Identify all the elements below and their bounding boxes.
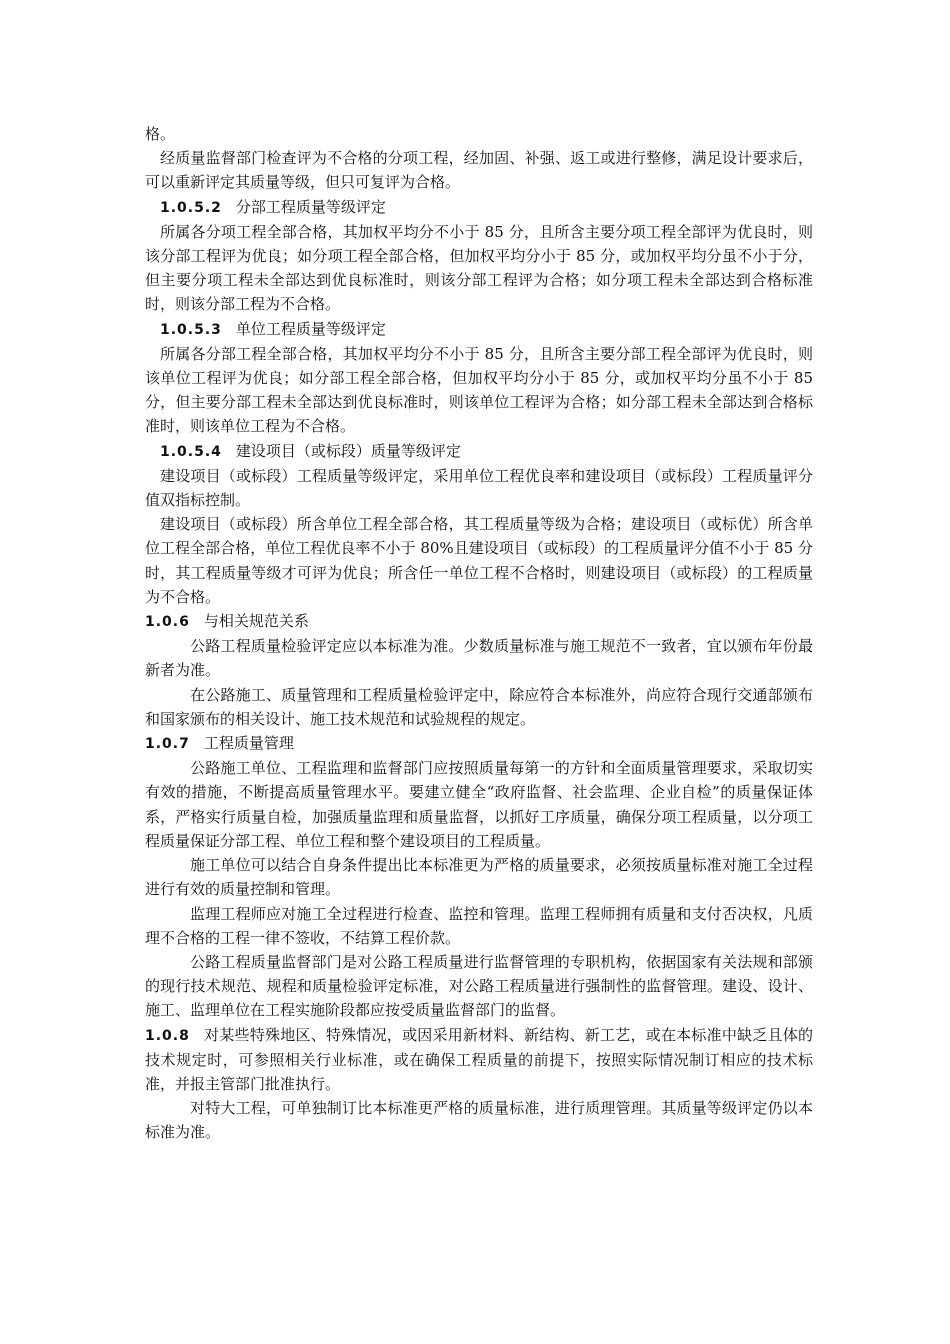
body-paragraph: 在公路施工、质量管理和工程质量检验评定中，除应符合本标准外，尚应符合现行交通部颁布和国家颁布的相关设计、施工技术规范和试验规程的规定。 <box>145 685 813 728</box>
body-paragraph: 所属各分部工程全部合格，其加权平均分不小于 85 分，且所含主要分部工程全部评为优良时，则该单位工程评为优良；如分部工程全部合格，但加权平均分小于 85 分，或加权平均分虽不小于 85 分，但主要分部工程未全部达到优良标准时，则该单位工程评为合格；如分部工程未全部达到合格标准时，则该单位工程为不合格。 <box>145 344 813 436</box>
body-paragraph: 公路施工单位、工程监理和监督部门应按照质量每第一的方针和全面质量管理要求，采取切实有效的措施，不断提高质量管理水平。要建立健全“政府监督、社会监理、企业自检”的质量保证体系，严格实行质量自检，加强质量监理和质量监督，以抓好工序质量，确保分项工程质量，以分项工程质量保证分部工程、单位工程和整个建设项目的工程质量。 <box>145 759 813 850</box>
section-title: 单位工程质量等级评定 <box>235 319 386 338</box>
section-number: 1.0.6 <box>145 614 190 631</box>
section-heading <box>145 195 813 220</box>
section-number: 1.0.5.2 <box>160 199 222 216</box>
section-heading <box>145 731 813 756</box>
section-heading <box>145 609 813 634</box>
body-paragraph: 经质量监督部门检查评为不合格的分项工程，经加固、补强、返工或进行整修，满足设计要求后，可以重新评定其质量等级，但只可复评为合格。 <box>145 149 813 192</box>
section-text: 对某些特殊地区、特殊情况，或因采用新材料、新结构、新工艺，或在本标准中缺乏且体的技术规定时，可参照相关行业标准，或在确保工程质量的前提下，按照实际情况制订相应的技术标准，并报主管部门批准执行。 <box>145 1025 813 1093</box>
section-number: 1.0.5.3 <box>160 321 222 338</box>
body-paragraph: 公路工程质量监督部门是对公路工程质量进行监督管理的专职机构，依据国家有关法规和部颁的现行技术规范、规程和质量检验评定标准，对公路工程质量进行强制性的监督管理。建设、设计、施工、监理单位在工程实施阶段都应按受质量监督部门的监督。 <box>145 952 813 1020</box>
section-heading <box>145 317 813 342</box>
body-paragraph: 建设项目（或标段）所含单位工程全部合格，其工程质量等级为合格；建设项目（或标优）所含单位工程全部合格，单位工程优良率不小于 80%且建设项目（或标段）的工程质量评分值不小于 85 分时，其工程质量等级才可评为优良；所含任一单位工程不合格时，则建设项目（或标段）的工程质量为不合格。 <box>145 515 813 606</box>
document-page <box>145 122 813 1145</box>
section-title: 与相关规范关系 <box>203 612 309 631</box>
section-number: 1.0.5.4 <box>160 443 222 460</box>
body-paragraph: 监理工程师应对施工全过程进行检查、监控和管理。监理工程师拥有质量和支付否决权，凡质理不合格的工程一律不签收，不结算工程价款。 <box>145 904 813 947</box>
body-paragraph: 格。 <box>145 125 176 143</box>
section-title: 工程质量管理 <box>203 734 294 753</box>
section-number: 1.0.8 <box>145 1027 190 1044</box>
section-number: 1.0.7 <box>145 736 190 753</box>
section-paragraph <box>145 1023 813 1097</box>
body-paragraph: 建设项目（或标段）工程质量等级评定，采用单位工程优良率和建设项目（或标段）工程质量评分值双指标控制。 <box>145 466 813 510</box>
body-paragraph: 公路工程质量检验评定应以本标准为准。少数质量标准与施工规范不一致者，宜以颁布年份最新者为准。 <box>145 637 813 680</box>
section-title: 分部工程质量等级评定 <box>235 197 386 216</box>
body-paragraph: 施工单位可以结合自身条件提出比本标准更为严格的质量要求，必须按质量标准对施工全过程进行有效的质量控制和管理。 <box>145 856 813 899</box>
body-paragraph: 对特大工程，可单独制订比本标准更严格的质量标准，进行质理管理。其质量等级评定仍以本标准为准。 <box>145 1099 813 1142</box>
section-title: 建设项目（或标段）质量等级评定 <box>235 441 461 460</box>
section-heading <box>145 439 813 464</box>
body-paragraph: 所属各分项工程全部合格，其加权平均分不小于 85 分，且所含主要分项工程全部评为优良时，则该分部工程评为优良；如分项工程全部合格，但加权平均分小于 85 分，或加权平均分虽不小于分，但主要分项工程未全部达到优良标准时，则该分部工程评为合格；如分项工程未全部达到合格标准时，则该分部工程为不合格。 <box>145 222 813 314</box>
